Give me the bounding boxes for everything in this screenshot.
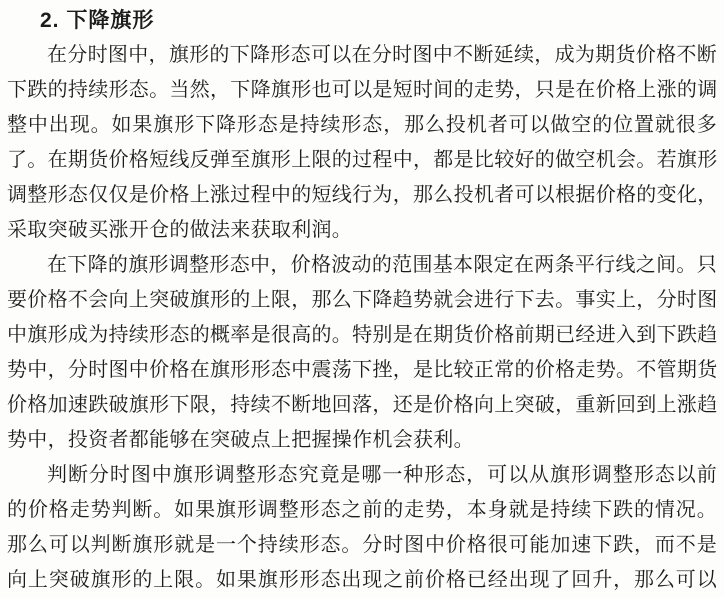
text-line: 了。在期货价格短线反弹至旗形上限的过程中，都是比较好的做空机会。若旗形: [7, 149, 718, 171]
text-line: 调整形态仅仅是价格上涨过程中的短线行为，那么投机者可以根据价格的变化，: [7, 184, 718, 206]
text-line: 价格加速跌破旗形下限，持续不断地回落，还是价格向上突破，重新回到上涨趋: [7, 394, 718, 416]
text-line: 采取突破买涨开仓的做法来获取利润。: [7, 219, 353, 241]
text-line: 中旗形成为持续形态的概率是很高的。特别是在期货价格前期已经进入到下跌趋: [7, 324, 718, 346]
text-line: 的价格走势判断。如果旗形调整形态之前的走势，本身就是持续下跌的情况。: [7, 499, 717, 521]
text-line: 向上突破旗形的上限。如果旗形形态出现之前价格已经出现了回升，那么可以: [7, 569, 717, 591]
text-line: 势中，分时图中价格在旗形形态中震荡下挫，是比较正常的价格走势。不管期货: [7, 359, 718, 381]
text-line: 在分时图中，旗形的下降形态可以在分时图中不断延续，成为期货价格不断: [47, 44, 717, 66]
section-heading: 2. 下降旗形: [40, 9, 155, 32]
text-line: 下跌的持续形态。当然，下降旗形也可以是短时间的走势，只是在价格上涨的调: [7, 79, 718, 101]
text-line: 在下降的旗形调整形态中，价格波动的范围基本限定在两条平行线之间。只: [47, 254, 717, 276]
text-line: 那么可以判断旗形就是一个持续形态。分时图中价格很可能加速下跌，而不是: [7, 534, 717, 556]
text-line: 判断分时图中旗形调整形态究竟是哪一种形态，可以从旗形调整形态以前: [47, 464, 717, 486]
text-line: 势中，投资者都能够在突破点上把握操作机会获利。: [7, 429, 474, 451]
text-line: 整中出现。如果旗形下降形态是持续形态，那么投机者可以做空的位置就很多: [7, 114, 717, 136]
text-line: 要价格不会向上突破旗形的上限，那么下降趋势就会进行下去。事实上，分时图: [7, 289, 718, 311]
